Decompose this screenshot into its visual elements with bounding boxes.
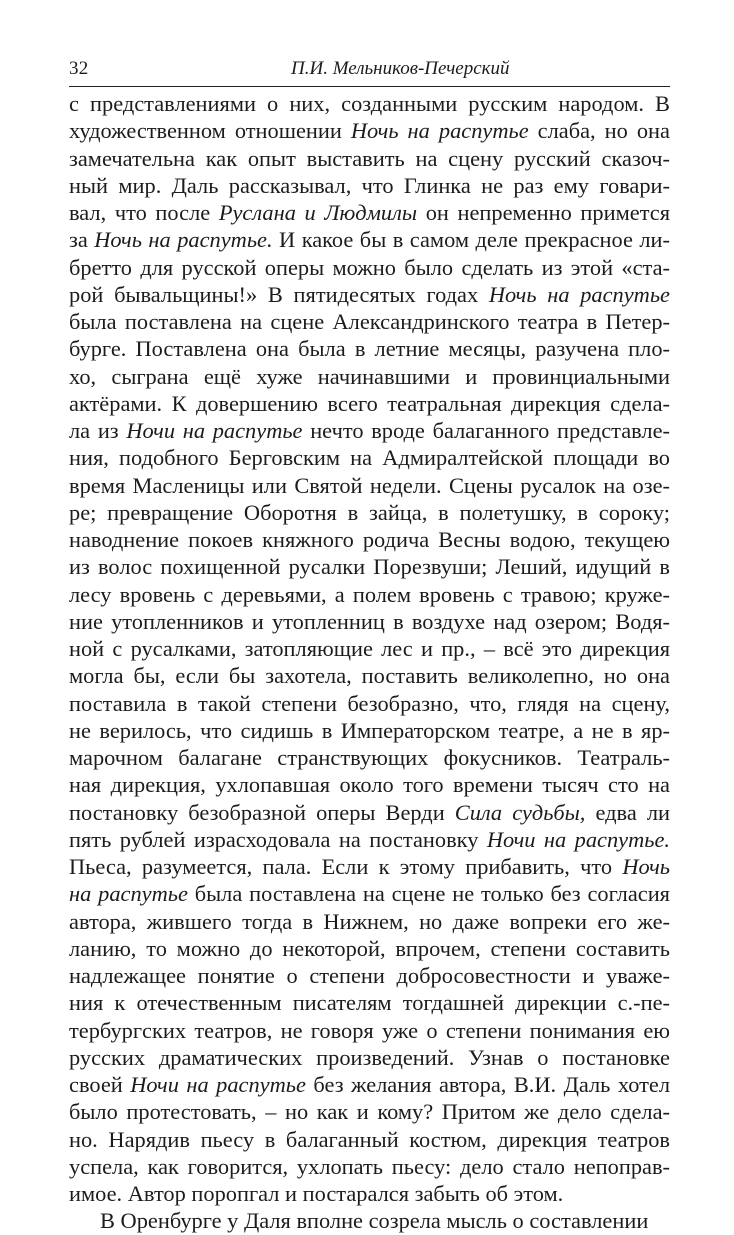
text-run: Пьеса, разумеется, пала. Если к этому прибавить, что: [69, 854, 623, 879]
text-line: [69, 90, 670, 117]
text-line: [69, 1044, 670, 1071]
text-run: В Оренбурге у Даля вполне созрела мысль о составлении: [100, 1208, 649, 1234]
italic-title: Ночи на распутье: [126, 418, 303, 443]
text-run: была поставлена на сцене не только без согласия: [187, 881, 670, 907]
text-run: хо, сыграна ещё хуже начинавшими и провинциальными: [69, 363, 670, 389]
text-run: он непременно примется: [417, 200, 670, 225]
text-run: было протестовать, – но как и кому? Притом же дело сдела-: [69, 1099, 670, 1125]
text-run: рой бывальщины!» В пятидесятых годах: [69, 281, 489, 307]
text-run: своей: [69, 1072, 131, 1097]
text-run: вал, что после: [69, 200, 219, 225]
text-line: [69, 690, 670, 717]
text-line: [69, 853, 670, 880]
text-line: [69, 935, 670, 962]
text-run: ла из: [69, 418, 127, 443]
italic-title: Ночь на распутье: [488, 281, 670, 307]
text-line: [69, 472, 670, 499]
text-run: актёрами. К довершению всего театральная дирекция сдела-: [69, 390, 670, 416]
italic-title: на распутье: [69, 881, 188, 907]
text-run: ния, подобного Берговским на Адмиралтейской площади во: [69, 445, 670, 471]
text-run: пять рублей израсходовала на постановку: [69, 826, 487, 852]
text-run: надлежащее понятие о степени добросовестности и уваже-: [69, 963, 670, 988]
text-line: [69, 1207, 670, 1234]
text-run: поставила в такой степени безобразно, что, глядя на сцену,: [69, 690, 670, 716]
text-line: [69, 962, 670, 989]
text-run: с представлениями о них, созданными русским народом. В: [69, 91, 670, 116]
page-number: 32: [69, 58, 89, 79]
text-run: наводнение покоев княжного родича Весны водою, текущею: [69, 527, 670, 552]
text-line: [69, 526, 670, 553]
text-line: [69, 363, 670, 390]
text-run: ная дирекция, ухлопавшая около того времени тысяч сто на: [69, 772, 670, 798]
text-run: имое. Автор поропгал и постарался забыть об этом.: [69, 1181, 564, 1206]
text-line: [69, 662, 670, 689]
text-line: [69, 581, 670, 608]
text-run: ние утопленников и утопленниц в воздухе над озером; Водя-: [69, 608, 670, 634]
text-run: ния к отечественным писателям тогдашней дирекции с.-пе-: [69, 990, 670, 1016]
text-run: была поставлена на сцене Александринского театра в Петер-: [69, 309, 670, 334]
italic-title: Сила судьбы,: [454, 799, 586, 825]
text-line: [69, 1126, 670, 1153]
text-run: без желания автора, В.И. Даль хотел: [305, 1072, 670, 1097]
text-line: [69, 553, 670, 580]
text-run: ре; превращение Оборотня в зайца, в полетушку, в сороку;: [69, 499, 670, 525]
text-line: [69, 1153, 670, 1180]
text-run: могла бы, если бы захотела, поставить великолепно, но она: [69, 663, 670, 689]
text-run: ный мир. Даль рассказывал, что Глинка не раз ему говари-: [69, 172, 670, 198]
text-line: [69, 499, 670, 526]
text-run: художественном отношении: [69, 118, 351, 144]
text-line: [69, 281, 670, 308]
text-line: [69, 172, 670, 199]
text-run: успела, как говорится, ухлопать пьесу: дело стало непоправ-: [69, 1153, 670, 1179]
text-run: слаба, но она: [528, 118, 670, 144]
text-run: русских драматических произведений. Узнав о постановке: [69, 1044, 670, 1070]
italic-title: Ночи на распутье: [130, 1072, 306, 1097]
text-run: едва ли: [585, 799, 670, 825]
text-run: за: [69, 227, 95, 253]
running-head: [69, 56, 670, 82]
body-text: [69, 90, 670, 1235]
text-line: [69, 989, 670, 1016]
text-run: лесу вровень с деревьями, а полем вровень с травою; круже-: [69, 581, 670, 607]
text-line: [69, 1180, 670, 1207]
text-run: бурге. Поставлена она была в летние месяцы, разучена пло-: [69, 336, 670, 362]
text-line: [69, 717, 670, 744]
text-line: [69, 1017, 670, 1044]
header-rule: [69, 86, 670, 87]
text-run: постановку безобразной оперы Верди: [69, 799, 455, 825]
text-run: время Масленицы или Святой недели. Сцены русалок на озе-: [69, 472, 670, 498]
text-line: [69, 908, 670, 935]
text-run: марочном балагане странствующих фокусников. Театраль-: [69, 745, 670, 770]
text-line: [69, 1098, 670, 1125]
italic-title: Ночь на распутье.: [94, 227, 273, 253]
text-line: [69, 308, 670, 335]
text-line: [69, 771, 670, 798]
text-line: [69, 390, 670, 417]
text-run: И какое бы в самом деле прекрасное ли-: [272, 227, 670, 253]
text-line: [69, 254, 670, 281]
text-line: [69, 608, 670, 635]
text-run: ланию, то можно до некоторой, впрочем, степени составить: [69, 935, 670, 961]
text-run: замечательна как опыт выставить на сцену русский сказоч-: [69, 145, 670, 171]
text-line: [69, 826, 670, 853]
text-line: [69, 1071, 670, 1098]
text-line: [69, 199, 670, 226]
italic-title: Руслана и Людмилы: [218, 200, 418, 225]
italic-title: Ночи на распутье.: [486, 826, 670, 852]
text-line: [69, 635, 670, 662]
text-line: [69, 335, 670, 362]
text-line: [69, 799, 670, 826]
text-line: [69, 117, 670, 144]
text-run: из волос похищенной русалки Порезвуши; Леший, идущий в: [69, 554, 670, 580]
text-line: [69, 145, 670, 172]
text-line: [69, 417, 670, 444]
text-line: [69, 880, 670, 907]
text-run: но. Нарядив пьесу в балаганный костюм, дирекция театров: [69, 1126, 670, 1152]
italic-title: Ночь на распутье: [350, 118, 529, 144]
text-run: бретто для русской оперы можно было сделать из этой «ста-: [69, 254, 670, 280]
text-line: [69, 444, 670, 471]
text-run: автора, жившего тогда в Нижнем, но даже вопреки его же-: [69, 908, 670, 934]
text-run: ной с русалками, затопляющие лес и пр., – всё это дирекция: [69, 636, 670, 661]
text-line: [69, 226, 670, 253]
text-run: не верилось, что сидишь в Императорском театре, а не в яр-: [69, 717, 670, 743]
text-run: тербургских театров, не говоря уже о степени понимания ею: [69, 1017, 670, 1043]
running-title: П.И. Мельников-Печерский: [291, 58, 510, 79]
text-run: нечто вроде балаганного представле-: [302, 418, 670, 443]
italic-title: Ночь: [622, 854, 670, 879]
text-line: [69, 744, 670, 771]
